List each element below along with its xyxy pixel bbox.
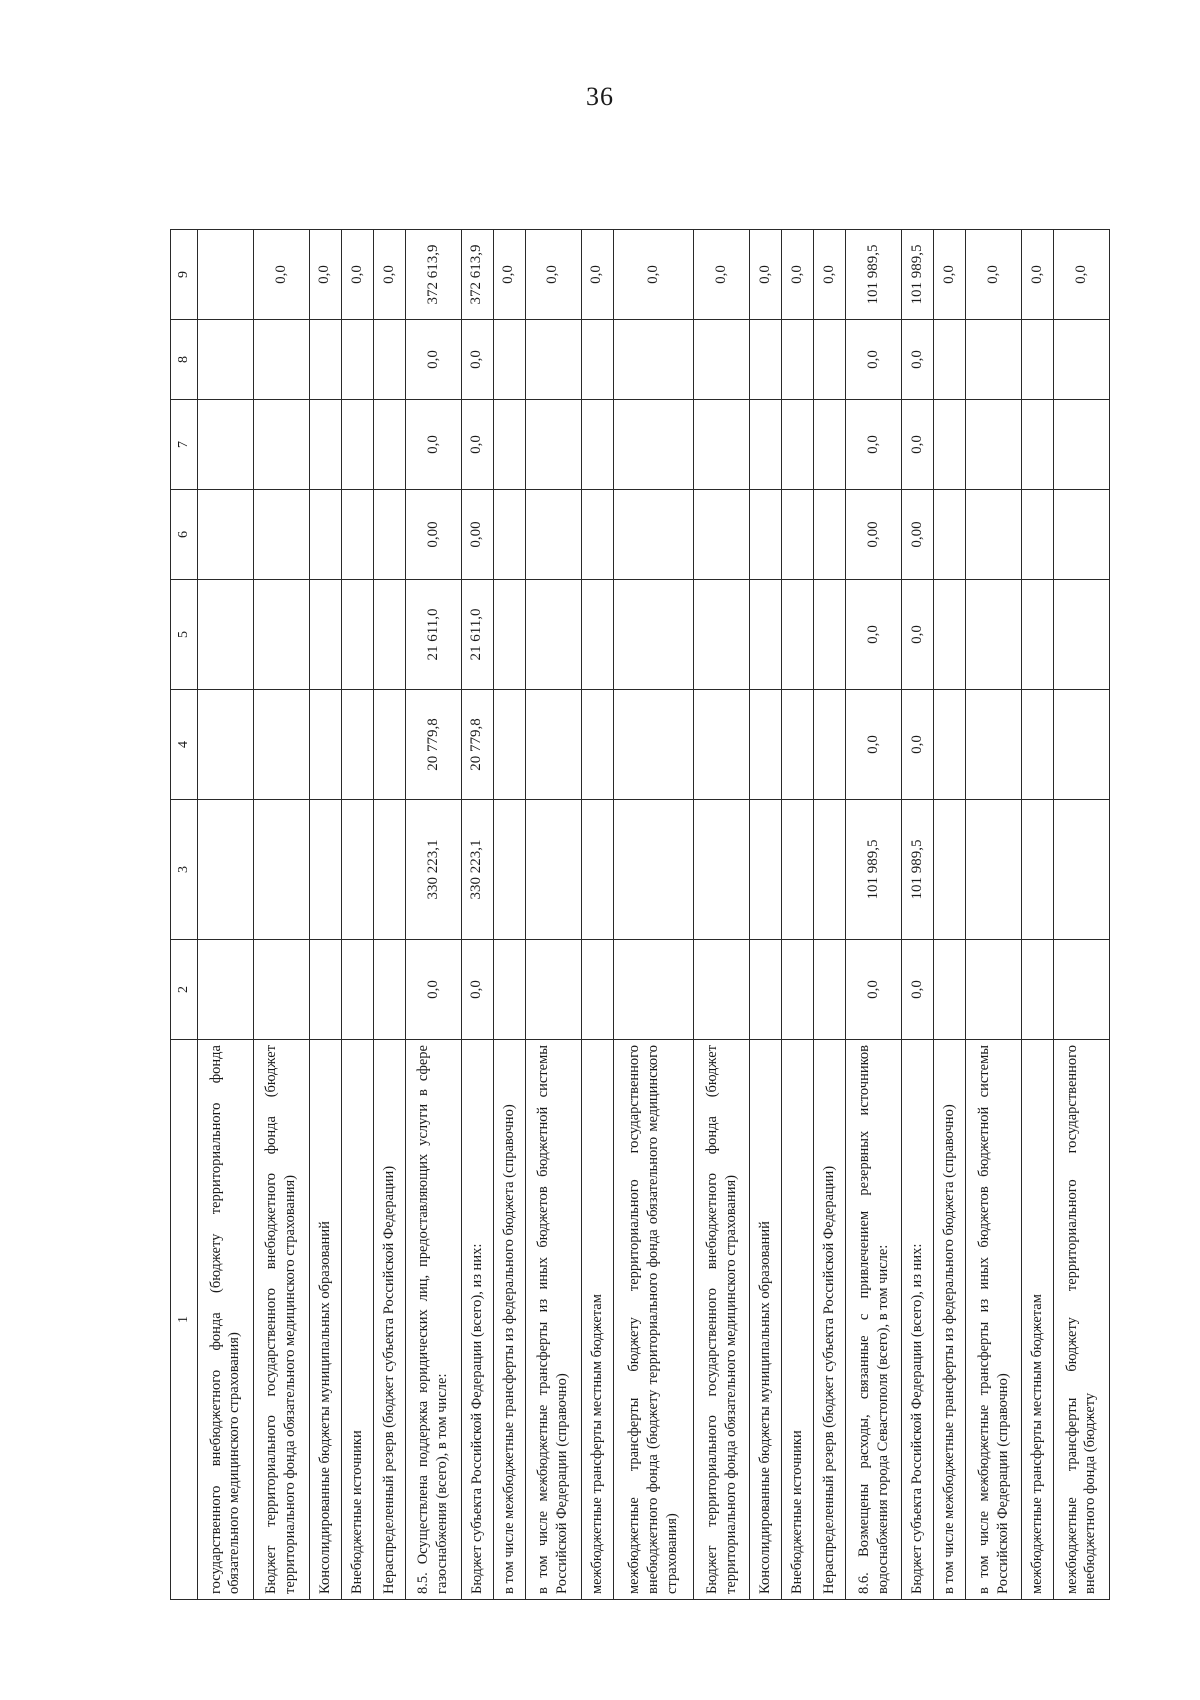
column-header-6: 6 [171,490,198,580]
value-cell-col-8 [782,320,814,400]
row-label-cell: в том числе межбюджетные трансферты из иных бюджетов бюджетной системы Российской Федерации (справочно) [966,1040,1022,1600]
value-cell-col-3 [493,800,525,940]
value-cell-col-3 [814,800,846,940]
value-cell-col-6 [373,490,405,580]
value-cell-col-2 [1053,940,1109,1040]
value-cell-col-3 [309,800,341,940]
value-cell-col-5 [1053,580,1109,690]
value-cell-col-2 [814,940,846,1040]
column-header-9: 9 [171,230,198,320]
value-cell-col-3 [525,800,581,940]
value-cell-col-8 [581,320,613,400]
row-label-cell: 8.5. Осуществлена поддержка юридических лиц, предоставляющих услуги в сфере газоснабжения (всего), в том числе: [405,1040,461,1600]
value-cell-col-7 [966,400,1022,490]
value-cell-col-8: 0,0 [405,320,461,400]
value-cell-col-8 [198,320,254,400]
value-cell-col-9: 0,0 [1021,230,1053,320]
value-cell-col-2 [613,940,694,1040]
value-cell-col-2 [253,940,309,1040]
value-cell-col-8 [1021,320,1053,400]
table-row [966,230,1022,1600]
value-cell-col-5 [581,580,613,690]
value-cell-col-7 [750,400,782,490]
value-cell-col-3 [341,800,373,940]
value-cell-col-6 [581,490,613,580]
value-cell-col-5 [934,580,966,690]
value-cell-col-8 [814,320,846,400]
row-label-cell: Нераспределенный резерв (бюджет субъекта Российской Федерации) [373,1040,405,1600]
value-cell-col-9 [198,230,254,320]
value-cell-col-8: 0,0 [461,320,493,400]
table-row [461,230,493,1600]
value-cell-col-4 [341,690,373,800]
value-cell-col-6: 0,00 [461,490,493,580]
value-cell-col-6: 0,00 [405,490,461,580]
value-cell-col-4: 0,0 [846,690,902,800]
rotated-table-frame [170,244,1110,1600]
row-label-cell: межбюджетные трансферты местным бюджетам [1021,1040,1053,1600]
value-cell-col-4 [493,690,525,800]
value-cell-col-3 [966,800,1022,940]
value-cell-col-6 [309,490,341,580]
value-cell-col-5 [750,580,782,690]
value-cell-col-9: 0,0 [814,230,846,320]
table-row [814,230,846,1600]
value-cell-col-7 [581,400,613,490]
value-cell-col-7 [198,400,254,490]
value-cell-col-9: 372 613,9 [461,230,493,320]
column-header-7: 7 [171,400,198,490]
value-cell-col-3 [198,800,254,940]
row-label-cell: Бюджет субъекта Российской Федерации (всего), из них: [901,1040,933,1600]
table-header [171,230,198,1600]
value-cell-col-8 [694,320,750,400]
row-label-cell: Бюджет территориального государственного внебюджетного фонда (бюджет территориального фонда обязательного медицинского страхования) [253,1040,309,1600]
value-cell-col-5 [1021,580,1053,690]
value-cell-col-2: 0,0 [846,940,902,1040]
column-header-8: 8 [171,320,198,400]
value-cell-col-8 [750,320,782,400]
value-cell-col-9: 0,0 [581,230,613,320]
value-cell-col-5 [309,580,341,690]
table-row [405,230,461,1600]
value-cell-col-4 [373,690,405,800]
column-header-1: 1 [171,1040,198,1600]
value-cell-col-4 [694,690,750,800]
table-row [934,230,966,1600]
value-cell-col-2 [493,940,525,1040]
value-cell-col-9: 0,0 [1053,230,1109,320]
row-label-cell: Нераспределенный резерв (бюджет субъекта Российской Федерации) [814,1040,846,1600]
row-label-cell: в том числе межбюджетные трансферты из федерального бюджета (справочно) [493,1040,525,1600]
value-cell-col-8: 0,0 [846,320,902,400]
value-cell-col-7 [814,400,846,490]
row-label-cell: Консолидированные бюджеты муниципальных образований [750,1040,782,1600]
value-cell-col-4 [814,690,846,800]
value-cell-col-9: 0,0 [750,230,782,320]
value-cell-col-9: 0,0 [966,230,1022,320]
value-cell-col-7: 0,0 [901,400,933,490]
value-cell-col-8 [309,320,341,400]
value-cell-col-9: 0,0 [934,230,966,320]
value-cell-col-8 [613,320,694,400]
table-row [198,230,254,1600]
value-cell-col-4: 20 779,8 [405,690,461,800]
row-label-cell: межбюджетные трансферты бюджету территориального государственного внебюджетного фонда (бюджету территориального фонда обязательного медицинского страхования) [613,1040,694,1600]
value-cell-col-7 [525,400,581,490]
row-label-cell: в том числе межбюджетные трансферты из федерального бюджета (справочно) [934,1040,966,1600]
table-row [373,230,405,1600]
value-cell-col-6 [934,490,966,580]
value-cell-col-9: 0,0 [613,230,694,320]
value-cell-col-2 [341,940,373,1040]
column-header-2: 2 [171,940,198,1040]
value-cell-col-2: 0,0 [901,940,933,1040]
value-cell-col-3 [1053,800,1109,940]
value-cell-col-4 [750,690,782,800]
value-cell-col-2: 0,0 [461,940,493,1040]
value-cell-col-5 [814,580,846,690]
budget-table [170,229,1110,1600]
value-cell-col-4 [613,690,694,800]
value-cell-col-3: 330 223,1 [461,800,493,940]
value-cell-col-2 [934,940,966,1040]
value-cell-col-9: 101 989,5 [901,230,933,320]
row-label-cell: государственного внебюджетного фонда (бюджету территориального фонда обязательного медицинского страхования) [198,1040,254,1600]
value-cell-col-5: 0,0 [901,580,933,690]
value-cell-col-2 [966,940,1022,1040]
value-cell-col-7 [782,400,814,490]
column-header-3: 3 [171,800,198,940]
column-header-5: 5 [171,580,198,690]
value-cell-col-6 [493,490,525,580]
value-cell-col-6 [525,490,581,580]
value-cell-col-7 [694,400,750,490]
table-row [309,230,341,1600]
value-cell-col-9: 372 613,9 [405,230,461,320]
row-label-cell: 8.6. Возмещены расходы, связанные с привлечением резервных источников водоснабжения города Севастополя (всего), в том числе: [846,1040,902,1600]
value-cell-col-3 [750,800,782,940]
value-cell-col-5: 21 611,0 [405,580,461,690]
table-row [525,230,581,1600]
value-cell-col-9: 0,0 [782,230,814,320]
value-cell-col-9: 0,0 [493,230,525,320]
value-cell-col-3: 101 989,5 [901,800,933,940]
value-cell-col-4 [198,690,254,800]
value-cell-col-2 [198,940,254,1040]
value-cell-col-9: 0,0 [309,230,341,320]
value-cell-col-8 [253,320,309,400]
value-cell-col-6 [341,490,373,580]
value-cell-col-4 [966,690,1022,800]
row-label-cell: Внебюджетные источники [341,1040,373,1600]
row-label-cell: Бюджет территориального государственного внебюджетного фонда (бюджет территориального фонда обязательного медицинского страхования) [694,1040,750,1600]
value-cell-col-5 [694,580,750,690]
value-cell-col-2 [694,940,750,1040]
value-cell-col-6 [750,490,782,580]
value-cell-col-2 [581,940,613,1040]
value-cell-col-8 [934,320,966,400]
row-label-cell: Консолидированные бюджеты муниципальных образований [309,1040,341,1600]
table-row [1053,230,1109,1600]
value-cell-col-5 [782,580,814,690]
value-cell-col-7 [373,400,405,490]
value-cell-col-2 [750,940,782,1040]
value-cell-col-3 [373,800,405,940]
value-cell-col-8: 0,0 [901,320,933,400]
value-cell-col-4: 20 779,8 [461,690,493,800]
value-cell-col-8 [1053,320,1109,400]
value-cell-col-7 [1053,400,1109,490]
row-label-cell: межбюджетные трансферты бюджету территориального государственного внебюджетного фонда (бюджету [1053,1040,1109,1600]
value-cell-col-2 [525,940,581,1040]
table-row [493,230,525,1600]
row-label-cell: Внебюджетные источники [782,1040,814,1600]
value-cell-col-3 [782,800,814,940]
row-label-cell: в том числе межбюджетные трансферты из иных бюджетов бюджетной системы Российской Федерации (справочно) [525,1040,581,1600]
value-cell-col-6 [253,490,309,580]
value-cell-col-7: 0,0 [461,400,493,490]
value-cell-col-4 [253,690,309,800]
value-cell-col-8 [525,320,581,400]
value-cell-col-9: 0,0 [373,230,405,320]
value-cell-col-5 [525,580,581,690]
value-cell-col-7 [253,400,309,490]
value-cell-col-3 [613,800,694,940]
value-cell-col-3 [934,800,966,940]
value-cell-col-2 [782,940,814,1040]
value-cell-col-4 [1021,690,1053,800]
value-cell-col-3 [1021,800,1053,940]
value-cell-col-9: 0,0 [694,230,750,320]
value-cell-col-5 [373,580,405,690]
row-label-cell: межбюджетные трансферты местным бюджетам [581,1040,613,1600]
table-row [846,230,902,1600]
table-row [581,230,613,1600]
value-cell-col-9: 0,0 [525,230,581,320]
value-cell-col-8 [373,320,405,400]
table-row [694,230,750,1600]
value-cell-col-2 [373,940,405,1040]
value-cell-col-6 [1021,490,1053,580]
value-cell-col-3: 330 223,1 [405,800,461,940]
value-cell-col-7 [613,400,694,490]
value-cell-col-8 [966,320,1022,400]
value-cell-col-9: 101 989,5 [846,230,902,320]
table-row [901,230,933,1600]
value-cell-col-4 [934,690,966,800]
value-cell-col-6 [694,490,750,580]
value-cell-col-2: 0,0 [405,940,461,1040]
value-cell-col-6 [814,490,846,580]
value-cell-col-2 [1021,940,1053,1040]
value-cell-col-3 [253,800,309,940]
value-cell-col-6: 0,00 [901,490,933,580]
value-cell-col-7: 0,0 [846,400,902,490]
value-cell-col-8 [341,320,373,400]
value-cell-col-5 [253,580,309,690]
table-row [253,230,309,1600]
value-cell-col-5 [493,580,525,690]
value-cell-col-4 [525,690,581,800]
value-cell-col-3: 101 989,5 [846,800,902,940]
value-cell-col-6 [1053,490,1109,580]
value-cell-col-5: 0,0 [846,580,902,690]
table-row [782,230,814,1600]
value-cell-col-2 [309,940,341,1040]
value-cell-col-5 [613,580,694,690]
column-header-4: 4 [171,690,198,800]
value-cell-col-6: 0,00 [846,490,902,580]
value-cell-col-4 [309,690,341,800]
table-body [198,230,1110,1600]
value-cell-col-7 [934,400,966,490]
value-cell-col-7 [1021,400,1053,490]
value-cell-col-6 [198,490,254,580]
value-cell-col-4 [782,690,814,800]
value-cell-col-6 [782,490,814,580]
table-row [1021,230,1053,1600]
table-row [341,230,373,1600]
value-cell-col-6 [613,490,694,580]
value-cell-col-7 [341,400,373,490]
row-label-cell: Бюджет субъекта Российской Федерации (всего), из них: [461,1040,493,1600]
value-cell-col-5 [341,580,373,690]
table-row [750,230,782,1600]
value-cell-col-5: 21 611,0 [461,580,493,690]
value-cell-col-4 [1053,690,1109,800]
value-cell-col-4 [581,690,613,800]
value-cell-col-4: 0,0 [901,690,933,800]
value-cell-col-8 [493,320,525,400]
value-cell-col-9: 0,0 [341,230,373,320]
value-cell-col-7 [493,400,525,490]
value-cell-col-9: 0,0 [253,230,309,320]
header-row [171,230,198,1600]
table-row [613,230,694,1600]
value-cell-col-7 [309,400,341,490]
value-cell-col-3 [694,800,750,940]
value-cell-col-6 [966,490,1022,580]
page-number: 36 [586,82,614,111]
value-cell-col-5 [198,580,254,690]
value-cell-col-7: 0,0 [405,400,461,490]
value-cell-col-5 [966,580,1022,690]
value-cell-col-3 [581,800,613,940]
